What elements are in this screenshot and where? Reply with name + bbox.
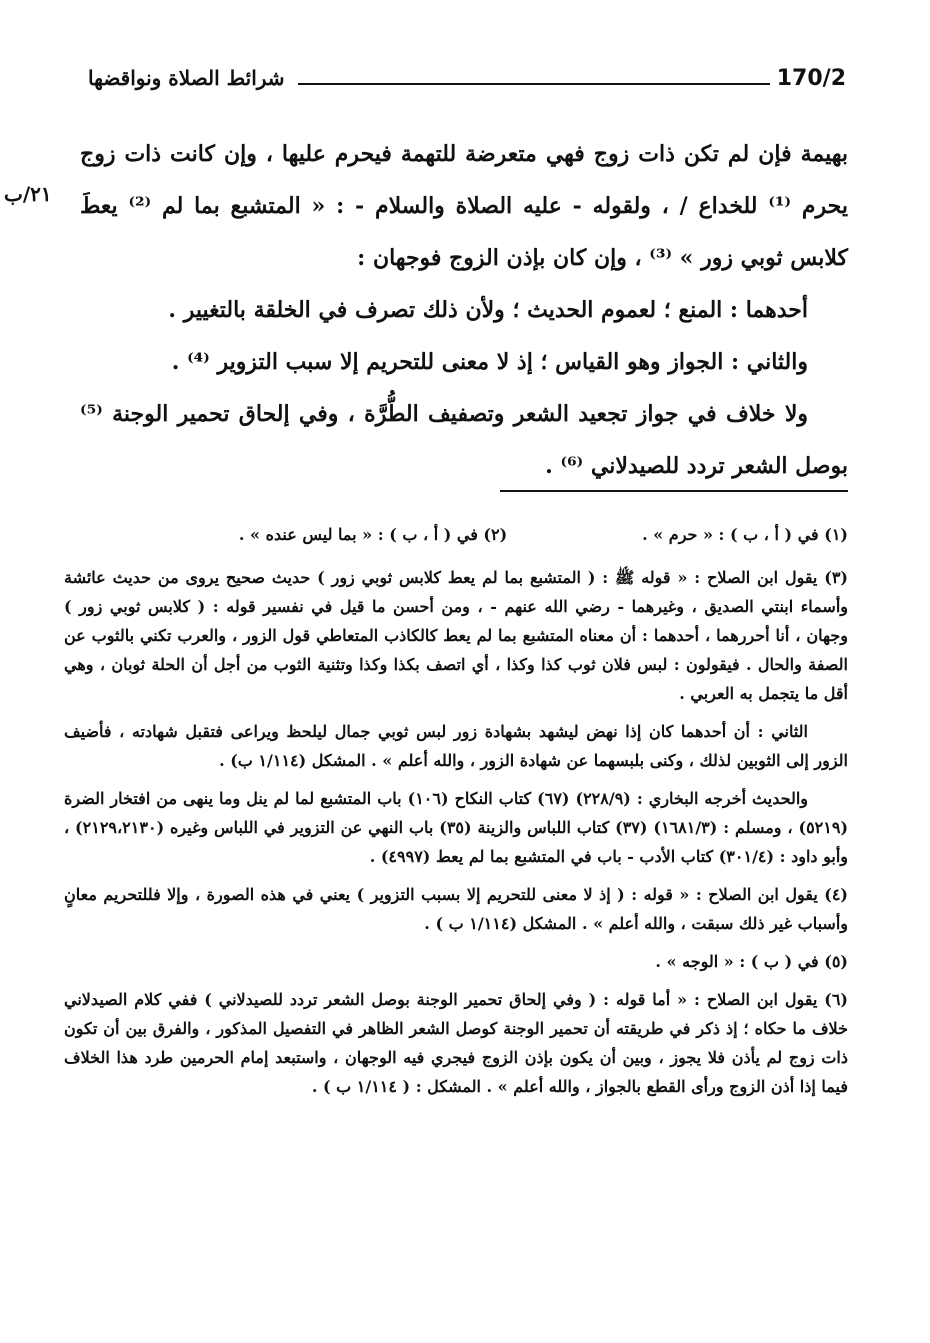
footnote-3-sources: والحديث أخرجه البخاري : (٢٢٨/٩) (٦٧) كتاب النكاح (١٠٦) باب المتشبع لما لم ينل وما ينهى من افتخار الضرة (٥٢١٩) ، ومسلم : (١٦٨١/٣) (٣٧) كتاب اللباس والزينة (٣٥) باب النهي عن التزوير في اللباس وغيره (٢١٢٩،٢١٣٠) ، وأبو داود : (٣٠١/٤) كتاب الأدب - باب في المتشبع بما لم يعط (٤٩٩٧) . xyxy=(64,789,849,866)
body-paragraph: والثاني : الجواز وهو القياس ؛ إذ لا معنى للتحريم إلا سبب التزوير ⁽⁴⁾ . xyxy=(171,349,808,375)
footnote-1: (١) في ( أ ، ب ) : « حرم » . xyxy=(642,525,848,544)
footnote-separator xyxy=(500,490,848,492)
footnote-5: (٥) في ( ب ) : « الوجه » . xyxy=(655,952,848,971)
footnotes xyxy=(64,520,848,1110)
footnote-3: (٣) يقول ابن الصلاح : « قوله ﷺ : ( المتشبع بما لم يعط كلابس ثوبي زور ) حديث صحيح يروى من حديث عائشة وأسماء ابنتي الصديق ، وغيرهما - رضي الله عنهم - ، ومن أحسن ما قيل في نفسير قوله : ( كلابس ثوبي زور ) وجهان ، أنا أحررهما ، أحدهما : أن معناه المتشبع بما لم يعط كالكاذب المتعاطي قول الزور ، والعرب تكني بالثوب عن الصفة والحال . فيقولون : لبس فلان ثوب كذا وكذا ، أي اتصف بكذا وكذا وتثنية الثوب من أجل أن الحلة ثوبان ، وهي أقل ما يتجمل به العربي . xyxy=(64,568,849,703)
page-header xyxy=(88,66,846,96)
footnote-3-continued: الثاني : أن أحدهما كان إذا نهض ليشهد بشهادة زور لبس ثوبي جمال ليلحظ ويراعى فتقبل شهادته ، فأضيف الزور إلى الثوبين لذلك ، وكنى بلبسهما عن شهادة الزور ، والله أعلم » . المشكل (١/١١٤ ب) . xyxy=(64,722,848,770)
footnote-6: (٦) يقول ابن الصلاح : « أما قوله : ( وفي إلحاق تحمير الوجنة بوصل الشعر تردد للصيدلاني ) ففي كلام الصيدلاني خلاف ما حكاه ؛ إذ ذكر في طريقته أن تحمير الوجنة كوصل الشعر الظاهر في التفصيل المذكور ، والفرق بين أن تكون ذات زوج لم يأذن فلا يجوز ، وبين أن يكون بإذن الزوج فيجري فيه الوجهان ، واستبعد إمام الحرمين طرد هذا الخلاف فيما إذا أذن الزوج ورأى القطع بالجواز ، والله أعلم » . المشكل : ( ١/١١٤ ب ) . xyxy=(64,990,848,1096)
body-paragraph: ولا خلاف في جواز تجعيد الشعر وتصفيف الطُّرَّة ، وفي إلحاق تحمير الوجنة ⁽⁵⁾ بوصل الشعر تردد للصيدلاني ⁽⁶⁾ . xyxy=(80,401,848,479)
header-rule xyxy=(298,83,770,85)
footnote-2: (٢) في ( أ ، ب ) : « بما ليس عنده » . xyxy=(238,525,508,544)
running-title: شرائط الصلاة ونواقضها xyxy=(88,66,285,90)
spacer xyxy=(64,520,104,549)
margin-folio-note: ٢١/ب xyxy=(4,182,52,206)
footnote-4: (٤) يقول ابن الصلاح : « قوله : ( إذ لا معنى للتحريم إلا بسبب التزوير ) يعني في هذه الصورة ، وإلا فللتحريم معانٍ وأسباب غير ذلك سبقت ، والله أعلم » . المشكل (١/١١٤ ب ) . xyxy=(64,885,848,933)
body-paragraph: أحدهما : المنع ؛ لعموم الحديث ؛ ولأن ذلك تصرف في الخلقة بالتغيير . xyxy=(168,297,808,323)
body-paragraph: بهيمة فإن لم تكن ذات زوج فهي متعرضة للتهمة فيحرم عليها ، وإن كانت ذات زوج يحرم ⁽¹⁾ للخداع / ، ولقوله - عليه الصلاة والسلام - : « المتشبع بما لم ⁽²⁾ يعطَ كلابس ثوبي زور » ⁽³⁾ ، وإن كان بإذن الزوج فوجهان : xyxy=(80,141,848,271)
main-text xyxy=(80,128,848,492)
page-number: 170/2 xyxy=(776,66,846,91)
footnote-row xyxy=(64,520,848,549)
